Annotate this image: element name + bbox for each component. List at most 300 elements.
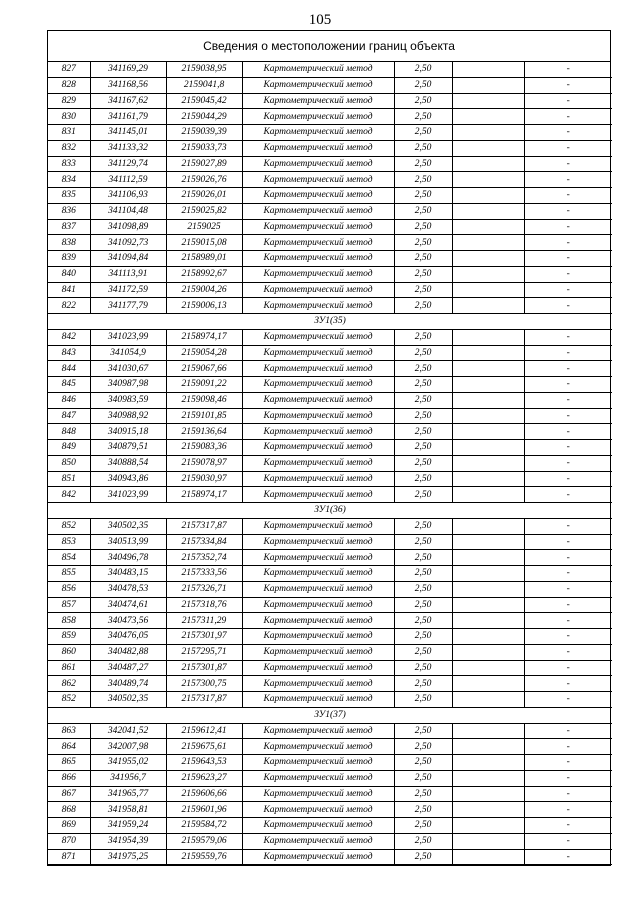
dash-cell: - [524,692,612,708]
dash-cell: - [524,566,612,582]
point-number: 827 [48,62,90,77]
method-cell: Картометрический метод [242,471,394,487]
coord-y: 2157326,71 [166,581,242,597]
dash-cell: - [524,109,612,125]
accuracy-cell: 2,50 [394,188,452,204]
coord-x: 341177,79 [90,298,166,314]
method-cell: Картометрический метод [242,802,394,818]
table-row [48,282,612,298]
accuracy-cell: 2,50 [394,629,452,645]
table-row [48,219,612,235]
point-number: 836 [48,203,90,219]
table-row [48,408,612,424]
method-cell: Картометрический метод [242,676,394,692]
coord-x: 340482,88 [90,644,166,660]
method-cell: Картометрический метод [242,518,394,534]
coord-y: 2159091,22 [166,377,242,393]
method-cell: Картометрический метод [242,613,394,629]
point-number: 834 [48,172,90,188]
coord-x: 341106,93 [90,188,166,204]
coord-y: 2159039,39 [166,125,242,141]
coord-y: 2159015,08 [166,235,242,251]
coord-x: 341956,7 [90,770,166,786]
coord-y: 2157295,71 [166,644,242,660]
point-number: 845 [48,377,90,393]
table-row [48,455,612,471]
table-row [48,140,612,156]
coord-y: 2159643,53 [166,755,242,771]
point-number: 852 [48,692,90,708]
coordinates-table-body [48,62,612,865]
accuracy-cell: 2,50 [394,471,452,487]
coord-y: 2159026,01 [166,188,242,204]
empty-cell [452,629,524,645]
empty-cell [452,581,524,597]
empty-cell [452,424,524,440]
coord-y: 2158974,17 [166,487,242,503]
dash-cell: - [524,739,612,755]
table-row [48,644,612,660]
table-row [48,487,612,503]
accuracy-cell: 2,50 [394,125,452,141]
method-cell: Картометрический метод [242,818,394,834]
accuracy-cell: 2,50 [394,455,452,471]
empty-cell [452,329,524,345]
method-cell: Картометрический метод [242,266,394,282]
method-cell: Картометрический метод [242,172,394,188]
coord-x: 340483,15 [90,566,166,582]
point-number: 867 [48,786,90,802]
coord-x: 340987,98 [90,377,166,393]
empty-cell [452,597,524,613]
method-cell: Картометрический метод [242,408,394,424]
table-row [48,172,612,188]
empty-cell [452,755,524,771]
method-cell: Картометрический метод [242,156,394,172]
dash-cell: - [524,613,612,629]
method-cell: Картометрический метод [242,849,394,865]
method-cell: Картометрический метод [242,660,394,676]
method-cell: Картометрический метод [242,77,394,93]
empty-cell [452,723,524,739]
coord-x: 341161,79 [90,109,166,125]
table-row [48,109,612,125]
coord-x: 340943,86 [90,471,166,487]
table-row [48,266,612,282]
coord-y: 2159083,36 [166,440,242,456]
coord-y: 2157317,87 [166,692,242,708]
empty-cell [452,377,524,393]
empty-cell [452,188,524,204]
point-number: 865 [48,755,90,771]
method-cell: Картометрический метод [242,282,394,298]
coord-y: 2159025,82 [166,203,242,219]
coord-y: 2159579,06 [166,833,242,849]
empty-cell [452,62,524,77]
point-number: 839 [48,251,90,267]
section-label: ЗУ1(36) [48,503,612,519]
table-row [48,424,612,440]
empty-cell [452,361,524,377]
coord-y: 2157311,29 [166,613,242,629]
method-cell: Картометрический метод [242,251,394,267]
method-cell: Картометрический метод [242,345,394,361]
coord-x: 341054,9 [90,345,166,361]
method-cell: Картометрический метод [242,550,394,566]
accuracy-cell: 2,50 [394,172,452,188]
point-number: 830 [48,109,90,125]
dash-cell: - [524,455,612,471]
coord-x: 341113,91 [90,266,166,282]
coord-x: 341172,59 [90,282,166,298]
point-number: 860 [48,644,90,660]
coord-y: 2158992,67 [166,266,242,282]
table-row [48,203,612,219]
coord-x: 341129,74 [90,156,166,172]
section-label: ЗУ1(35) [48,314,612,330]
coord-y: 2159044,29 [166,109,242,125]
coord-y: 2159078,97 [166,455,242,471]
coord-x: 340988,92 [90,408,166,424]
coord-x: 340502,35 [90,692,166,708]
table-row [48,62,612,77]
point-number: 852 [48,518,90,534]
empty-cell [452,345,524,361]
coord-y: 2159045,42 [166,93,242,109]
empty-cell [452,251,524,267]
empty-cell [452,298,524,314]
coord-x: 341975,25 [90,849,166,865]
table-row [48,676,612,692]
method-cell: Картометрический метод [242,329,394,345]
method-cell: Картометрический метод [242,219,394,235]
table-row [48,518,612,534]
accuracy-cell: 2,50 [394,802,452,818]
empty-cell [452,660,524,676]
coord-y: 2159030,97 [166,471,242,487]
dash-cell: - [524,345,612,361]
page-number: 105 [308,12,332,28]
table-row [48,550,612,566]
coord-y: 2159606,66 [166,786,242,802]
dash-cell: - [524,518,612,534]
accuracy-cell: 2,50 [394,392,452,408]
coord-x: 340476,05 [90,629,166,645]
method-cell: Картометрический метод [242,755,394,771]
method-cell: Картометрический метод [242,487,394,503]
method-cell: Картометрический метод [242,534,394,550]
empty-cell [452,550,524,566]
method-cell: Картометрический метод [242,629,394,645]
accuracy-cell: 2,50 [394,77,452,93]
point-number: 833 [48,156,90,172]
coord-x: 341954,39 [90,833,166,849]
point-number: 861 [48,660,90,676]
empty-cell [452,109,524,125]
point-number: 862 [48,676,90,692]
accuracy-cell: 2,50 [394,566,452,582]
table-row [48,235,612,251]
table-row [48,723,612,739]
dash-cell: - [524,849,612,865]
method-cell: Картометрический метод [242,440,394,456]
empty-cell [452,93,524,109]
dash-cell: - [524,440,612,456]
coord-y: 2159041,8 [166,77,242,93]
dash-cell: - [524,298,612,314]
table-row [48,770,612,786]
point-number: 838 [48,235,90,251]
coord-y: 2159054,28 [166,345,242,361]
coord-y: 2159027,89 [166,156,242,172]
dash-cell: - [524,786,612,802]
coord-x: 340888,54 [90,455,166,471]
coord-x: 342041,52 [90,723,166,739]
dash-cell: - [524,802,612,818]
accuracy-cell: 2,50 [394,93,452,109]
method-cell: Картометрический метод [242,140,394,156]
dash-cell: - [524,251,612,267]
dash-cell: - [524,125,612,141]
point-number: 829 [48,93,90,109]
point-number: 844 [48,361,90,377]
table-row [48,629,612,645]
section-row [48,503,612,519]
coord-x: 341030,67 [90,361,166,377]
empty-cell [452,786,524,802]
dash-cell: - [524,140,612,156]
method-cell: Картометрический метод [242,833,394,849]
empty-cell [452,534,524,550]
accuracy-cell: 2,50 [394,644,452,660]
coord-x: 341092,73 [90,235,166,251]
empty-cell [452,219,524,235]
method-cell: Картометрический метод [242,786,394,802]
accuracy-cell: 2,50 [394,235,452,251]
empty-cell [452,613,524,629]
point-number: 843 [48,345,90,361]
table-row [48,581,612,597]
dash-cell: - [524,471,612,487]
accuracy-cell: 2,50 [394,109,452,125]
empty-cell [452,392,524,408]
table-row [48,660,612,676]
coord-y: 2157318,76 [166,597,242,613]
coord-x: 340473,56 [90,613,166,629]
empty-cell [452,818,524,834]
point-number: 837 [48,219,90,235]
coord-x: 340478,53 [90,581,166,597]
point-number: 846 [48,392,90,408]
method-cell: Картометрический метод [242,739,394,755]
table-row [48,818,612,834]
coord-x: 341104,48 [90,203,166,219]
coord-y: 2157334,84 [166,534,242,550]
coord-y: 2159601,96 [166,802,242,818]
accuracy-cell: 2,50 [394,487,452,503]
point-number: 859 [48,629,90,645]
method-cell: Картометрический метод [242,188,394,204]
coord-y: 2159623,27 [166,770,242,786]
empty-cell [452,770,524,786]
method-cell: Картометрический метод [242,125,394,141]
coord-y: 2158989,01 [166,251,242,267]
point-number: 858 [48,613,90,629]
table-row [48,534,612,550]
method-cell: Картометрический метод [242,298,394,314]
table-row [48,361,612,377]
empty-cell [452,566,524,582]
accuracy-cell: 2,50 [394,203,452,219]
dash-cell: - [524,188,612,204]
coord-x: 341955,02 [90,755,166,771]
coord-y: 2159675,61 [166,739,242,755]
accuracy-cell: 2,50 [394,62,452,77]
table-row [48,298,612,314]
point-number: 847 [48,408,90,424]
table-row [48,692,612,708]
dash-cell: - [524,597,612,613]
point-number: 869 [48,818,90,834]
point-number: 840 [48,266,90,282]
table-row [48,597,612,613]
table-row [48,471,612,487]
dash-cell: - [524,329,612,345]
coord-x: 340496,78 [90,550,166,566]
coord-x: 340879,51 [90,440,166,456]
dash-cell: - [524,581,612,597]
dash-cell: - [524,266,612,282]
empty-cell [452,282,524,298]
accuracy-cell: 2,50 [394,298,452,314]
coord-y: 2157300,75 [166,676,242,692]
table-row [48,345,612,361]
accuracy-cell: 2,50 [394,833,452,849]
dash-cell: - [524,93,612,109]
dash-cell: - [524,818,612,834]
accuracy-cell: 2,50 [394,613,452,629]
table-row [48,613,612,629]
accuracy-cell: 2,50 [394,581,452,597]
method-cell: Картометрический метод [242,770,394,786]
dash-cell: - [524,282,612,298]
coord-y: 2159006,13 [166,298,242,314]
table-row [48,329,612,345]
point-number: 831 [48,125,90,141]
point-number: 850 [48,455,90,471]
method-cell: Картометрический метод [242,203,394,219]
table-row [48,566,612,582]
table-title: Сведения о местоположении границ объекта [48,31,610,62]
empty-cell [452,172,524,188]
method-cell: Картометрический метод [242,109,394,125]
accuracy-cell: 2,50 [394,345,452,361]
accuracy-cell: 2,50 [394,849,452,865]
coord-y: 2159559,76 [166,849,242,865]
point-number: 857 [48,597,90,613]
coord-y: 2159584,72 [166,818,242,834]
empty-cell [452,739,524,755]
dash-cell: - [524,235,612,251]
dash-cell: - [524,644,612,660]
empty-cell [452,440,524,456]
method-cell: Картометрический метод [242,235,394,251]
accuracy-cell: 2,50 [394,755,452,771]
coord-y: 2159026,76 [166,172,242,188]
coord-x: 341965,77 [90,786,166,802]
accuracy-cell: 2,50 [394,361,452,377]
coord-x: 340489,74 [90,676,166,692]
method-cell: Картометрический метод [242,723,394,739]
accuracy-cell: 2,50 [394,140,452,156]
method-cell: Картометрический метод [242,93,394,109]
method-cell: Картометрический метод [242,424,394,440]
table-row [48,786,612,802]
table-row [48,125,612,141]
dash-cell: - [524,377,612,393]
empty-cell [452,140,524,156]
method-cell: Картометрический метод [242,692,394,708]
empty-cell [452,644,524,660]
dash-cell: - [524,219,612,235]
method-cell: Картометрический метод [242,62,394,77]
point-number: 822 [48,298,90,314]
empty-cell [452,471,524,487]
coord-y: 2157301,97 [166,629,242,645]
table-row [48,377,612,393]
coord-x: 341098,89 [90,219,166,235]
dash-cell: - [524,172,612,188]
point-number: 871 [48,849,90,865]
accuracy-cell: 2,50 [394,424,452,440]
section-row [48,314,612,330]
table-row [48,188,612,204]
empty-cell [452,125,524,141]
point-number: 841 [48,282,90,298]
empty-cell [452,487,524,503]
accuracy-cell: 2,50 [394,818,452,834]
coord-x: 340915,18 [90,424,166,440]
empty-cell [452,203,524,219]
empty-cell [452,266,524,282]
coord-x: 341169,29 [90,62,166,77]
dash-cell: - [524,156,612,172]
method-cell: Картометрический метод [242,566,394,582]
dash-cell: - [524,361,612,377]
accuracy-cell: 2,50 [394,770,452,786]
coord-x: 341133,32 [90,140,166,156]
coord-x: 340983,59 [90,392,166,408]
point-number: 849 [48,440,90,456]
empty-cell [452,518,524,534]
accuracy-cell: 2,50 [394,739,452,755]
accuracy-cell: 2,50 [394,597,452,613]
table-row [48,755,612,771]
dash-cell: - [524,770,612,786]
dash-cell: - [524,392,612,408]
table-row [48,77,612,93]
coord-y: 2159025 [166,219,242,235]
coord-y: 2158974,17 [166,329,242,345]
point-number: 856 [48,581,90,597]
point-number: 854 [48,550,90,566]
point-number: 853 [48,534,90,550]
table-row [48,802,612,818]
empty-cell [452,833,524,849]
accuracy-cell: 2,50 [394,660,452,676]
point-number: 828 [48,77,90,93]
table-row [48,833,612,849]
